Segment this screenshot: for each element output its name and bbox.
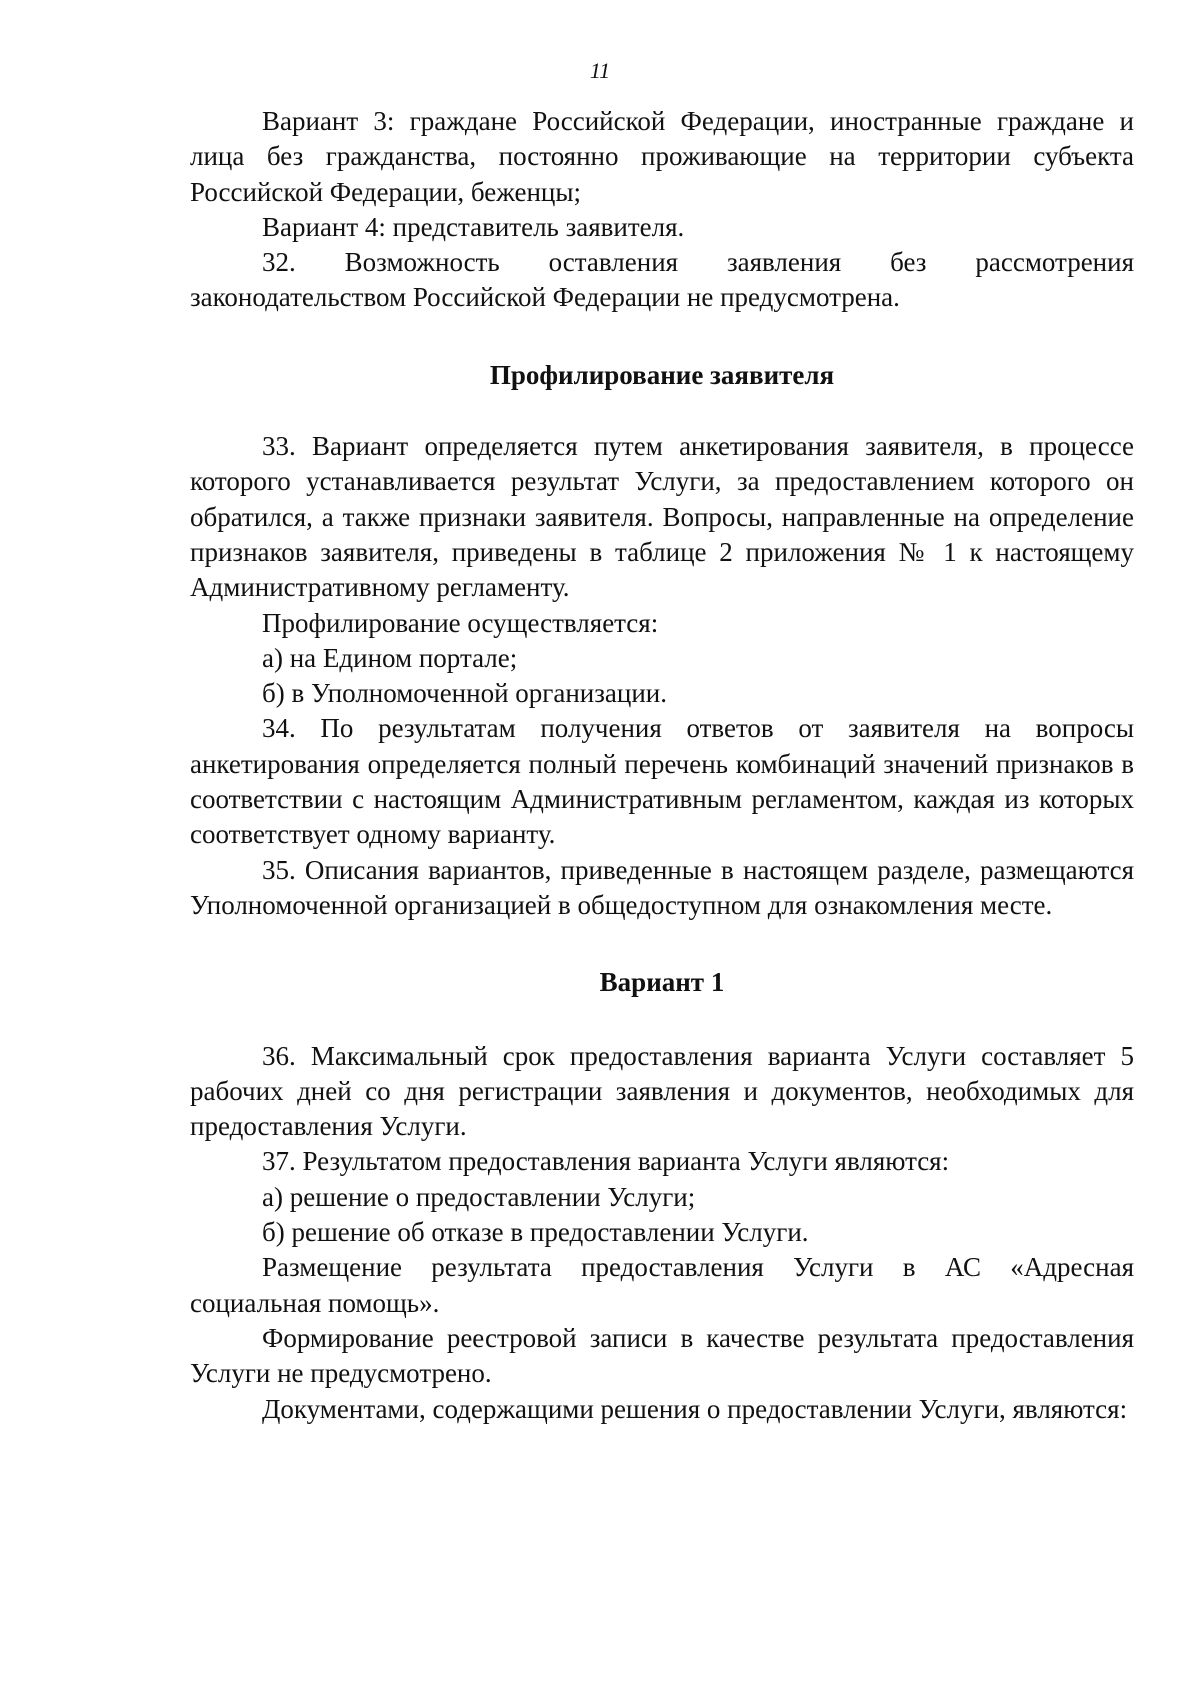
- list-item-b-organization: б) в Уполномоченной организации.: [262, 678, 667, 709]
- section-heading-variant-1: Вариант 1: [599, 967, 725, 998]
- paragraph-documents: Документами, содержащими решения о предоставлении Услуги, являются:: [262, 1393, 1128, 1424]
- list-item-a-decision-grant: а) решение о предоставлении Услуги;: [262, 1181, 696, 1212]
- paragraph-33: 33. Вариант определяется путем анкетирования заявителя, в процессе которого устанавливается результат Услуги, за предоставлением которого он обратился, а также признаки заявителя. Вопросы, направленные на определение признаков заявителя, приведены в таблице 2 приложения № 1 к настоящему Административному регламенту.: [190, 431, 1134, 603]
- section-heading-profiling: Профилирование заявителя: [489, 359, 835, 390]
- paragraph-variant-3: Вариант 3: граждане Российской Федерации, иностранные граждане и лица без гражданства, постоянно проживающие на территории субъекта Российской Федерации, беженцы;: [190, 106, 1134, 207]
- list-item-b-decision-refusal: б) решение об отказе в предоставлении Услуги.: [262, 1217, 809, 1248]
- list-item-a-portal: а) на Едином портале;: [262, 642, 518, 673]
- paragraph-profiling-intro: Профилирование осуществляется:: [262, 607, 659, 638]
- paragraph-36: 36. Максимальный срок предоставления варианта Услуги составляет 5 рабочих дней со дня регистрации заявления и документов, необходимых для предоставления Услуги.: [190, 1040, 1134, 1142]
- paragraph-registry-record: Формирование реестровой записи в качестве результата предоставления Услуги не предусмотрено.: [190, 1322, 1134, 1389]
- paragraph-variant-4: Вариант 4: представитель заявителя.: [262, 211, 685, 242]
- paragraph-placement: Размещение результата предоставления Услуги в АС «Адресная социальная помощь».: [190, 1252, 1134, 1318]
- paragraph-37: 37. Результатом предоставления варианта Услуги являются:: [262, 1146, 950, 1177]
- paragraph-34: 34. По результатам получения ответов от заявителя на вопросы анкетирования определяется полный перечень комбинаций значений признаков в соответствии с настоящим Административным регламентом, каждая из которых соответствует одному варианту.: [190, 713, 1134, 850]
- document-body: [190, 104, 1134, 1427]
- page-number: 11: [589, 58, 611, 83]
- paragraph-35: 35. Описания вариантов, приведенные в настоящем разделе, размещаются Уполномоченной организацией в общедоступном для ознакомления месте.: [190, 854, 1134, 920]
- paragraph-32: 32. Возможность оставления заявления без рассмотрения законодательством Российской Федерации не предусмотрена.: [190, 247, 1134, 313]
